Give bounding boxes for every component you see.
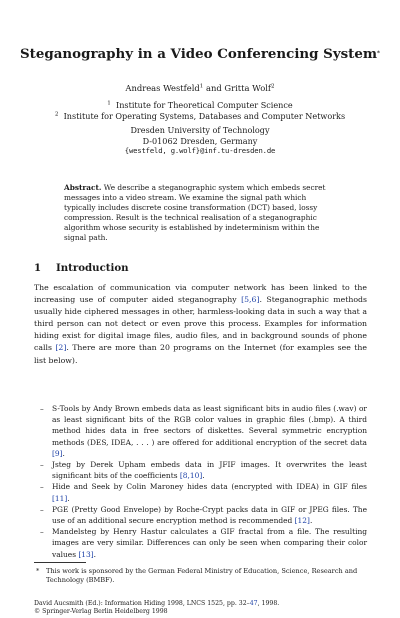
footnote-divider (34, 562, 86, 563)
citation-link[interactable]: [8,10] (179, 471, 203, 481)
paragraph-text: . Steganographic methods usually hide ciphered messages in other, harmless-looking data in such a way that a third person can not detect or even prove this process. Examples for information hiding exist for digital image files, audio files, and in background sounds of phone calls (34, 295, 367, 353)
title-footnote-mark: * (377, 50, 380, 57)
author-name: Gritta Wolf (224, 83, 272, 93)
program-list (34, 403, 367, 560)
list-item (34, 481, 367, 503)
affiliation-mark: 2 (271, 83, 275, 90)
author-name: Andreas Westfeld (125, 83, 200, 93)
list-dash: – (40, 504, 44, 514)
list-item (34, 459, 367, 481)
email-address[interactable]: {westfeld, g.wolf}@inf.tu-dresden.de (124, 146, 276, 155)
affiliation-mark: 1 (107, 100, 111, 107)
affiliation-text: Institute for Operating Systems, Databases and Computer Networks (63, 110, 346, 121)
affiliation (0, 111, 400, 122)
intro-paragraph (34, 282, 367, 367)
list-item-text: PGE (Pretty Good Envelope) by Roche-Crypt packs data in GIF or JPEG files. The use of an additional secure encryption method is recommended (52, 504, 367, 526)
list-dash: – (40, 404, 44, 413)
affiliation-text: Institute for Theoretical Computer Science (116, 100, 293, 110)
title-text: Steganography in a Video Conferencing System (20, 46, 378, 62)
affiliation (0, 100, 400, 111)
paper-title (0, 46, 400, 62)
list-item (34, 526, 367, 560)
list-item (34, 504, 367, 526)
list-item (34, 403, 367, 459)
publication-info (34, 600, 279, 608)
list-item-text: Hide and Seek by Colin Maroney hides data (encrypted with IDEA) in GIF files (52, 482, 367, 492)
list-item-tail: . (93, 549, 97, 559)
paragraph-text: . There are more than 20 programs on the Internet (for examples see the list below). (34, 343, 367, 365)
list-item-text: S-Tools by Andy Brown embeds data as least significant bits in audio files (.wav) or as least significant bits of the RGB color values in graphic files (.bmp). A third method hides data in free sectors of diskettes. Several symmetric encryption methods (DES, IDEA, . . . ) are offered for additional encryption of the secret data (52, 404, 367, 447)
list-item-text: Jsteg by Derek Upham embeds data in JFIF images. It overwrites the least significant bits of the coefficients (52, 460, 367, 481)
citation-link[interactable]: [9] (52, 448, 63, 458)
citation-info: David Aucsmith (Ed.): Information Hiding 1998, LNCS 1525, pp. 32– (34, 600, 250, 607)
list-item-tail: . (67, 493, 70, 503)
list-item-tail: . (62, 448, 65, 458)
copyright-notice: © Springer-Verlag Berlin Heidelberg 1998 (34, 608, 168, 615)
citation-link[interactable]: [5,6] (241, 295, 260, 305)
citation-info-end: , 1998. (257, 600, 280, 607)
author-line (0, 83, 400, 94)
author-conjunction: and (203, 83, 225, 93)
list-dash: – (40, 460, 44, 470)
footnote (34, 567, 367, 585)
affiliation-mark: 2 (54, 111, 59, 118)
footnote-text: This work is sponsored by the German Federal Ministry of Education, Science, Research and Technology (BMBF). (46, 567, 358, 584)
paragraph-text: The escalation of communication via computer network has been linked to the increasing use of computer aided steganography (34, 283, 367, 305)
list-dash: – (40, 482, 44, 492)
section-heading (34, 262, 129, 274)
section-number: 1 (34, 262, 42, 274)
university-name: Dresden University of Technology (130, 125, 270, 135)
section-title: Introduction (56, 262, 129, 274)
list-dash: – (40, 527, 44, 537)
abstract-text: We describe a steganographic system which embeds secret messages into a video stream. We examine the signal path which typically includes discrete cosine transformation (DCT) based, lossy compression. Result is the technical realisation of a steganographic algorithm whose security is established by indeterminism within the signal path. (64, 183, 326, 242)
citation-link[interactable]: [13] (78, 549, 94, 559)
citation-link[interactable]: [11] (52, 493, 68, 503)
postal-address: D-01062 Dresden, Germany (142, 135, 258, 146)
citation-link[interactable]: [2] (55, 343, 67, 353)
list-item-tail: . (309, 516, 313, 526)
affiliations (0, 100, 400, 121)
citation-link[interactable]: [12] (294, 516, 310, 526)
affiliation-mark: 1 (199, 83, 204, 90)
page-link[interactable]: 47 (249, 600, 258, 607)
list-item-tail: . (202, 471, 205, 481)
footnote-mark: * (36, 567, 40, 575)
address-block (0, 125, 400, 157)
abstract-label: Abstract. (64, 183, 102, 192)
abstract (64, 183, 340, 243)
list-item-text: Mandelsteg by Henry Hastur calculates a GIF fractal from a file. The resulting images are very similar. Differences can only be seen when comparing their color values (52, 527, 367, 559)
